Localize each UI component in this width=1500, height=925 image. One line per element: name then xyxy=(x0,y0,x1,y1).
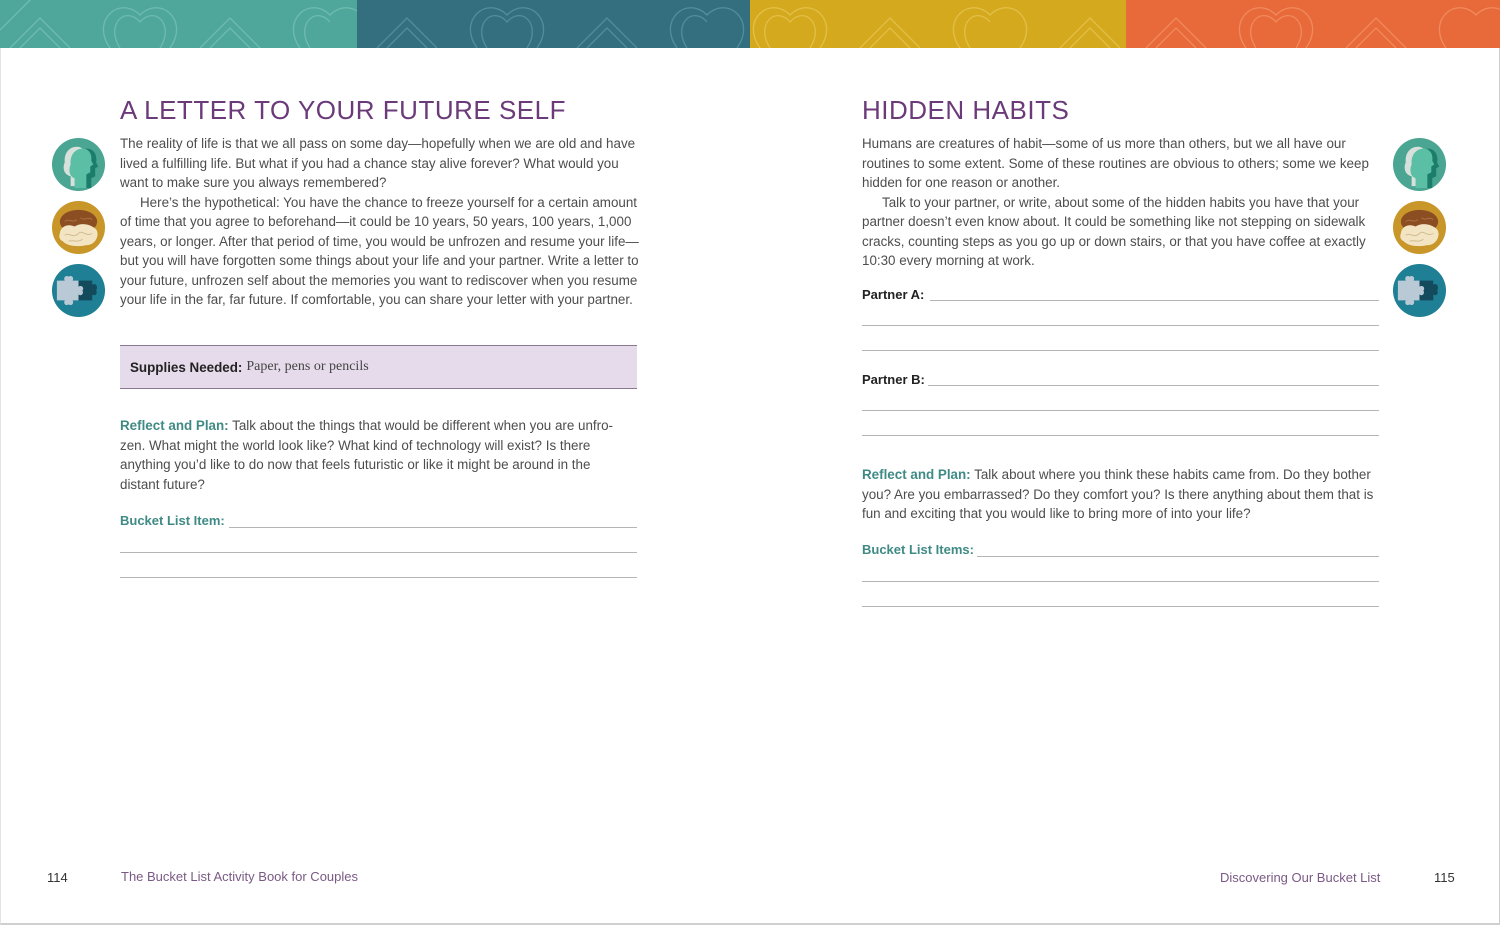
banner-segment-blue xyxy=(357,0,750,48)
supplies-box xyxy=(120,345,637,389)
banner-segment-teal xyxy=(0,0,357,48)
writing-line[interactable] xyxy=(120,552,637,553)
left-intro-text xyxy=(120,134,640,310)
bucket-list-items-line[interactable] xyxy=(977,556,1379,557)
paragraph: The reality of life is that we all pass on some day—hopefully when we are old and have lived a fulfilling life. But what if you had a chance stay alive forever? What would you want to make sure you always remembered? xyxy=(120,136,636,190)
right-page-title: HIDDEN HABITS xyxy=(862,95,1070,125)
puzzle-icon xyxy=(1392,263,1447,318)
bucket-list-items-label: Bucket List Items: xyxy=(862,542,974,557)
right-reflect-text xyxy=(862,465,1377,524)
page-number-right: 115 xyxy=(1434,870,1455,885)
partner-b-line[interactable] xyxy=(928,385,1379,386)
partner-b-label: Partner B: xyxy=(862,372,925,387)
reflect-text: Talk about where you think these habits came from. Do they bother you? Are you embarrassed? Do they comfort you? Is there anything about them that is fun and exciting that you would like to bring more of into your life? xyxy=(862,467,1374,521)
brain-icon xyxy=(1392,200,1447,255)
heart-pattern-icon xyxy=(357,0,750,48)
heart-pattern-icon xyxy=(0,0,357,48)
bucket-list-item-line[interactable] xyxy=(229,527,637,528)
running-head-left: The Bucket List Activity Book for Couples xyxy=(121,869,358,884)
brain-icon xyxy=(51,200,106,255)
reflect-label: Reflect and Plan: xyxy=(862,467,971,482)
puzzle-icon xyxy=(51,263,106,318)
writing-line[interactable] xyxy=(862,325,1379,326)
writing-line[interactable] xyxy=(862,435,1379,436)
two-heads-icon xyxy=(1392,137,1447,192)
heart-pattern-icon xyxy=(750,0,1126,48)
writing-line[interactable] xyxy=(862,350,1379,351)
decorative-banner xyxy=(0,0,1500,48)
banner-segment-gold xyxy=(750,0,1126,48)
banner-segment-orange xyxy=(1126,0,1500,48)
right-intro-text xyxy=(862,134,1382,271)
paragraph: Humans are creatures of habit—some of us more than others, but we all have our routines to some extent. Some of these routines are obvious to others; some we keep hidden for one reason or another. xyxy=(862,136,1369,190)
running-head-right: Discovering Our Bucket List xyxy=(1220,870,1381,885)
writing-line[interactable] xyxy=(862,581,1379,582)
page-number-left: 114 xyxy=(47,870,68,885)
two-heads-icon xyxy=(51,137,106,192)
supplies-label: Supplies Needed: xyxy=(130,359,243,375)
partner-a-label: Partner A: xyxy=(862,287,925,302)
left-page-title: A LETTER TO YOUR FUTURE SELF xyxy=(120,95,566,125)
writing-line[interactable] xyxy=(862,606,1379,607)
reflect-label: Reflect and Plan: xyxy=(120,418,229,433)
paragraph: Talk to your partner, or write, about some of the hidden habits you have that your partner doesn’t even know about. It could be something like not stepping on sidewalk cracks, counting steps as you go up or down stairs, or that you have coffee at exactly 10:30 every morning at work. xyxy=(862,194,1366,268)
bucket-list-item-label: Bucket List Item: xyxy=(120,513,225,528)
writing-line[interactable] xyxy=(862,410,1379,411)
writing-line[interactable] xyxy=(120,577,637,578)
left-reflect-text xyxy=(120,416,625,494)
supplies-value: Paper, pens or pencils xyxy=(246,359,369,374)
partner-a-line[interactable] xyxy=(930,300,1379,301)
heart-pattern-icon xyxy=(1126,0,1500,48)
reflect-text: Talk about the things that would be different when you are unfro-zen. What might the world look like? What kind of technology will exist? Is there anything you’d like to do now that feels futuristic or like it might be around in the distant future? xyxy=(120,418,614,492)
paragraph: Here’s the hypothetical: You have the chance to freeze yourself for a certain amount of time that you agree to beforehand—it could be 10 years, 50 years, 100 years, 1,000 years, or longer. After that period of time, you would be unfrozen and resume your life—but you will have forgotten some things about your life and your partner. Write a letter to your future, unfrozen self about the memories you want to rediscover when you resume your life in the far, far future. If comfortable, you can share your letter with your partner. xyxy=(120,194,639,307)
